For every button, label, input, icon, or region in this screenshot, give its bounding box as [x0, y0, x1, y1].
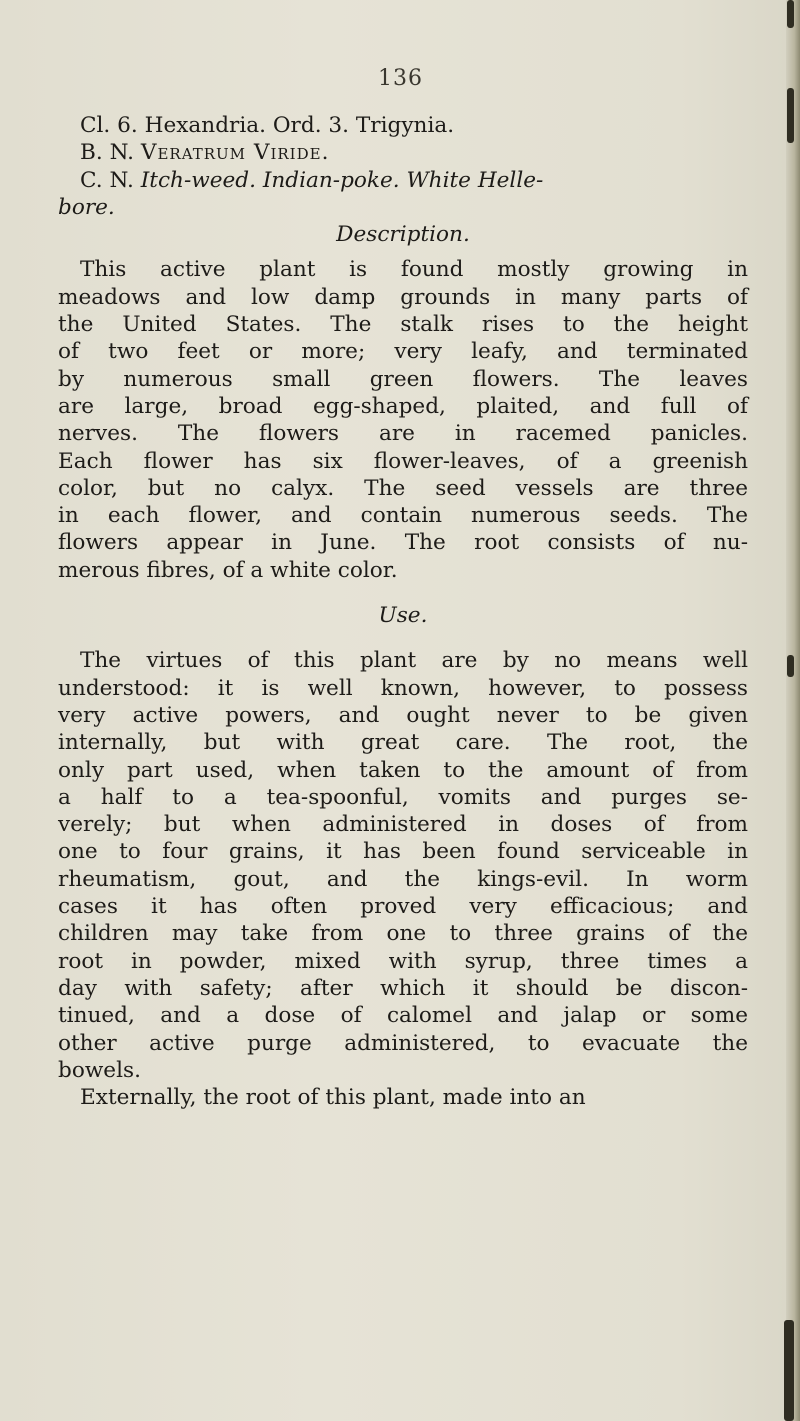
description-line: of two feet or more; very leafy, and terminated: [58, 339, 748, 365]
use-line: a half to a tea-spoonful, vomits and purges se-: [58, 784, 748, 810]
use-line: bowels.: [58, 1057, 141, 1083]
use-line: very active powers, and ought never to be given: [58, 702, 748, 728]
description-line: by numerous small green flowers. The leaves: [58, 366, 748, 392]
description-line: color, but no calyx. The seed vessels are three: [58, 475, 748, 501]
use-line: root in powder, mixed with syrup, three times a: [58, 948, 748, 974]
botanical-name-line: [58, 139, 748, 166]
description-line: in each flower, and contain numerous seeds. The: [58, 503, 748, 529]
description-line: Each flower has six flower-leaves, of a greenish: [58, 448, 748, 474]
use-line: children may take from one to three grains of the: [58, 921, 748, 947]
use-line: cases it has often proved very efficacious; and: [58, 894, 748, 920]
use-line: understood: it is well known, however, to possess: [58, 675, 748, 701]
use-line: one to four grains, it has been found serviceable in: [58, 839, 748, 865]
description-line: merous fibres, of a white color.: [58, 557, 398, 583]
use-line: verely; but when administered in doses of from: [58, 812, 748, 838]
edge-mark: [784, 1320, 794, 1421]
botanical-label: B. N.: [80, 140, 134, 166]
use-line: tinued, and a dose of calomel and jalap or some: [58, 1003, 748, 1029]
page-edge: [786, 0, 800, 1421]
page-text: [58, 112, 748, 1111]
botanical-name: Veratrum Viride.: [140, 140, 330, 166]
common-names: Itch-weed. Indian-poke. White Helle-: [140, 167, 544, 193]
description-line: nerves. The flowers are in racemed panicles.: [58, 421, 748, 447]
description-line: This active plant is found mostly growing in: [80, 257, 748, 283]
use-line: internally, but with great care. The root, the: [58, 730, 748, 756]
use-line: rheumatism, gout, and the kings-evil. In worm: [58, 866, 748, 892]
page-number: 136: [378, 66, 423, 91]
use-heading: Use.: [378, 603, 428, 629]
edge-mark: [787, 655, 794, 677]
edge-mark: [787, 88, 794, 143]
description-line: the United States. The stalk rises to the height: [58, 312, 748, 338]
description-heading: Description.: [336, 222, 470, 248]
use-line: The virtues of this plant are by no means well: [80, 648, 748, 674]
use-line: other active purge administered, to evacuate the: [58, 1030, 748, 1056]
use-line: only part used, when taken to the amount of from: [58, 757, 748, 783]
use-line: Externally, the root of this plant, made into an: [80, 1085, 586, 1111]
use-line: day with safety; after which it should be discon-: [58, 975, 748, 1001]
common-label: C. N.: [80, 167, 134, 193]
edge-mark: [787, 0, 794, 28]
description-line: meadows and low damp grounds in many parts of: [58, 284, 748, 310]
common-names-line: [58, 167, 748, 194]
description-line: are large, broad egg-shaped, plaited, and full of: [58, 393, 748, 419]
common-names-continued: bore.: [58, 194, 115, 220]
description-line: flowers appear in June. The root consists of nu-: [58, 530, 748, 556]
class-line: Cl. 6. Hexandria. Ord. 3. Trigynia.: [80, 113, 455, 138]
